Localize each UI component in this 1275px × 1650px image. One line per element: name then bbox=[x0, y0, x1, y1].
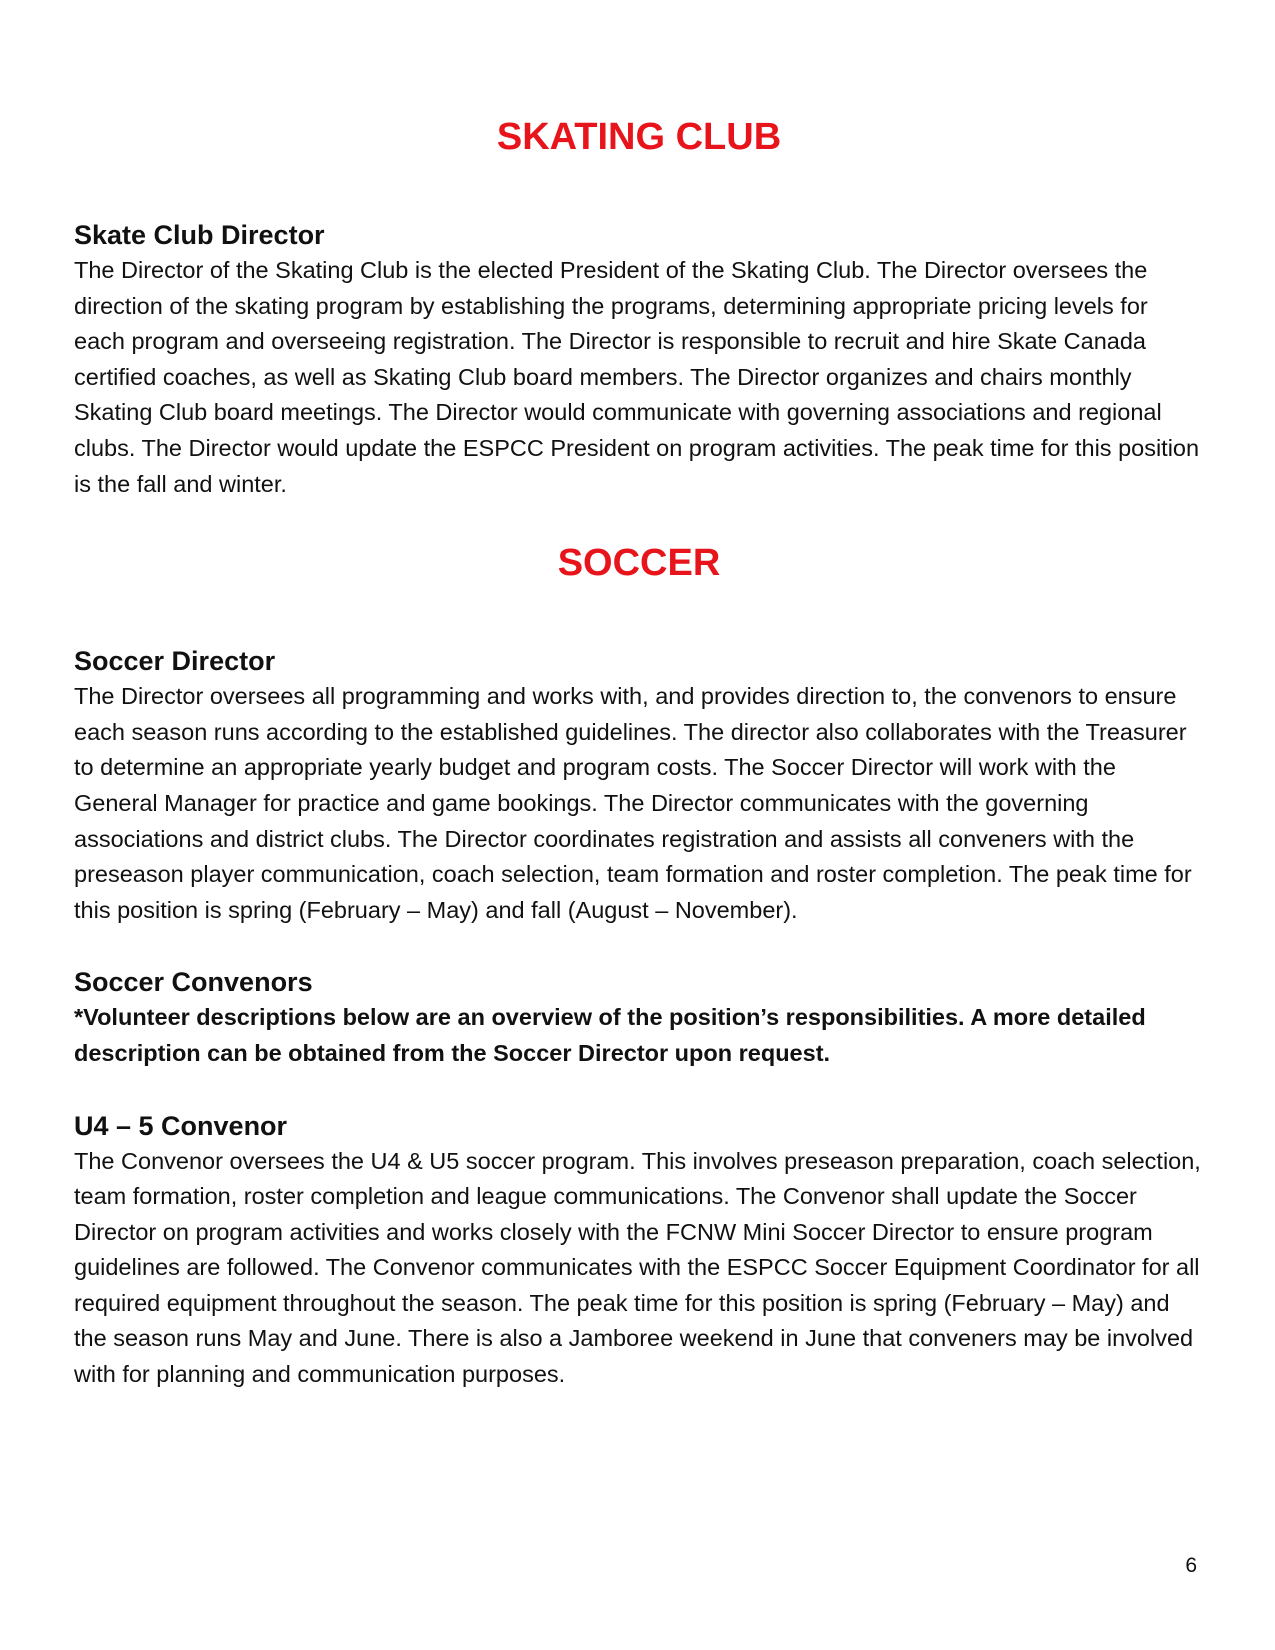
soccer-convenors-note: *Volunteer descriptions below are an overview of the position’s responsibilities. A more detailed description can be obtained from the Soccer Director upon request. bbox=[74, 1004, 1146, 1066]
spacer bbox=[74, 928, 1204, 964]
heading-soccer-director: Soccer Director bbox=[74, 646, 276, 677]
heading-u4-5-convenor: U4 – 5 Convenor bbox=[74, 1110, 288, 1141]
soccer-director-description: The Director oversees all programming and works with, and provides direction to, the convenors to ensure each season runs according to the established guidelines. The director also collaborates with the Treasurer to determine an appropriate yearly budget and program costs. The Soccer Director will work with the General Manager for practice and game bookings. The Director communicates with the governing associations and district clubs. The Director coordinates registration and assists all conveners with the preseason player communication, coach selection, team formation and roster completion. The peak time for this position is spring (February – May) and fall (August – November). bbox=[74, 683, 1192, 923]
page-content bbox=[74, 110, 1204, 1393]
section-title-soccer: SOCCER bbox=[557, 542, 721, 585]
heading-soccer-convenors: Soccer Convenors bbox=[74, 967, 313, 998]
page-number: 6 bbox=[1185, 1554, 1197, 1577]
heading-skate-club-director: Skate Club Director bbox=[74, 220, 325, 250]
spacer bbox=[74, 1072, 1204, 1108]
skate-club-director-description: The Director of the Skating Club is the elected President of the Skating Club. The Director oversees the direction of the skating program by establishing the programs, determining appropriate pricing levels for each program and overseeing registration. The Director is responsible to recruit and hire Skate Canada certified coaches, as well as Skating Club board members. The Director organizes and chairs monthly Skating Club board meetings. The Director would communicate with governing associations and regional clubs. The Director would update the ESPCC President on program activities. The peak time for this position is the fall and winter. bbox=[74, 257, 1200, 497]
u4-5-convenor-description: The Convenor oversees the U4 & U5 soccer program. This involves preseason preparation, coach selection, team formation, roster completion and league communications. The Convenor shall update the Soccer Director on program activities and works closely with the FCNW Mini Soccer Director to ensure program guidelines are followed. The Convenor communicates with the ESPCC Soccer Equipment Coordinator for all required equipment throughout the season. The peak time for this position is spring (February – May) and the season runs May and June. There is also a Jamboree weekend in June that conveners may be involved with for planning and communication purposes. bbox=[74, 1147, 1201, 1388]
section-title-skating-club: SKATING CLUB bbox=[496, 116, 782, 158]
